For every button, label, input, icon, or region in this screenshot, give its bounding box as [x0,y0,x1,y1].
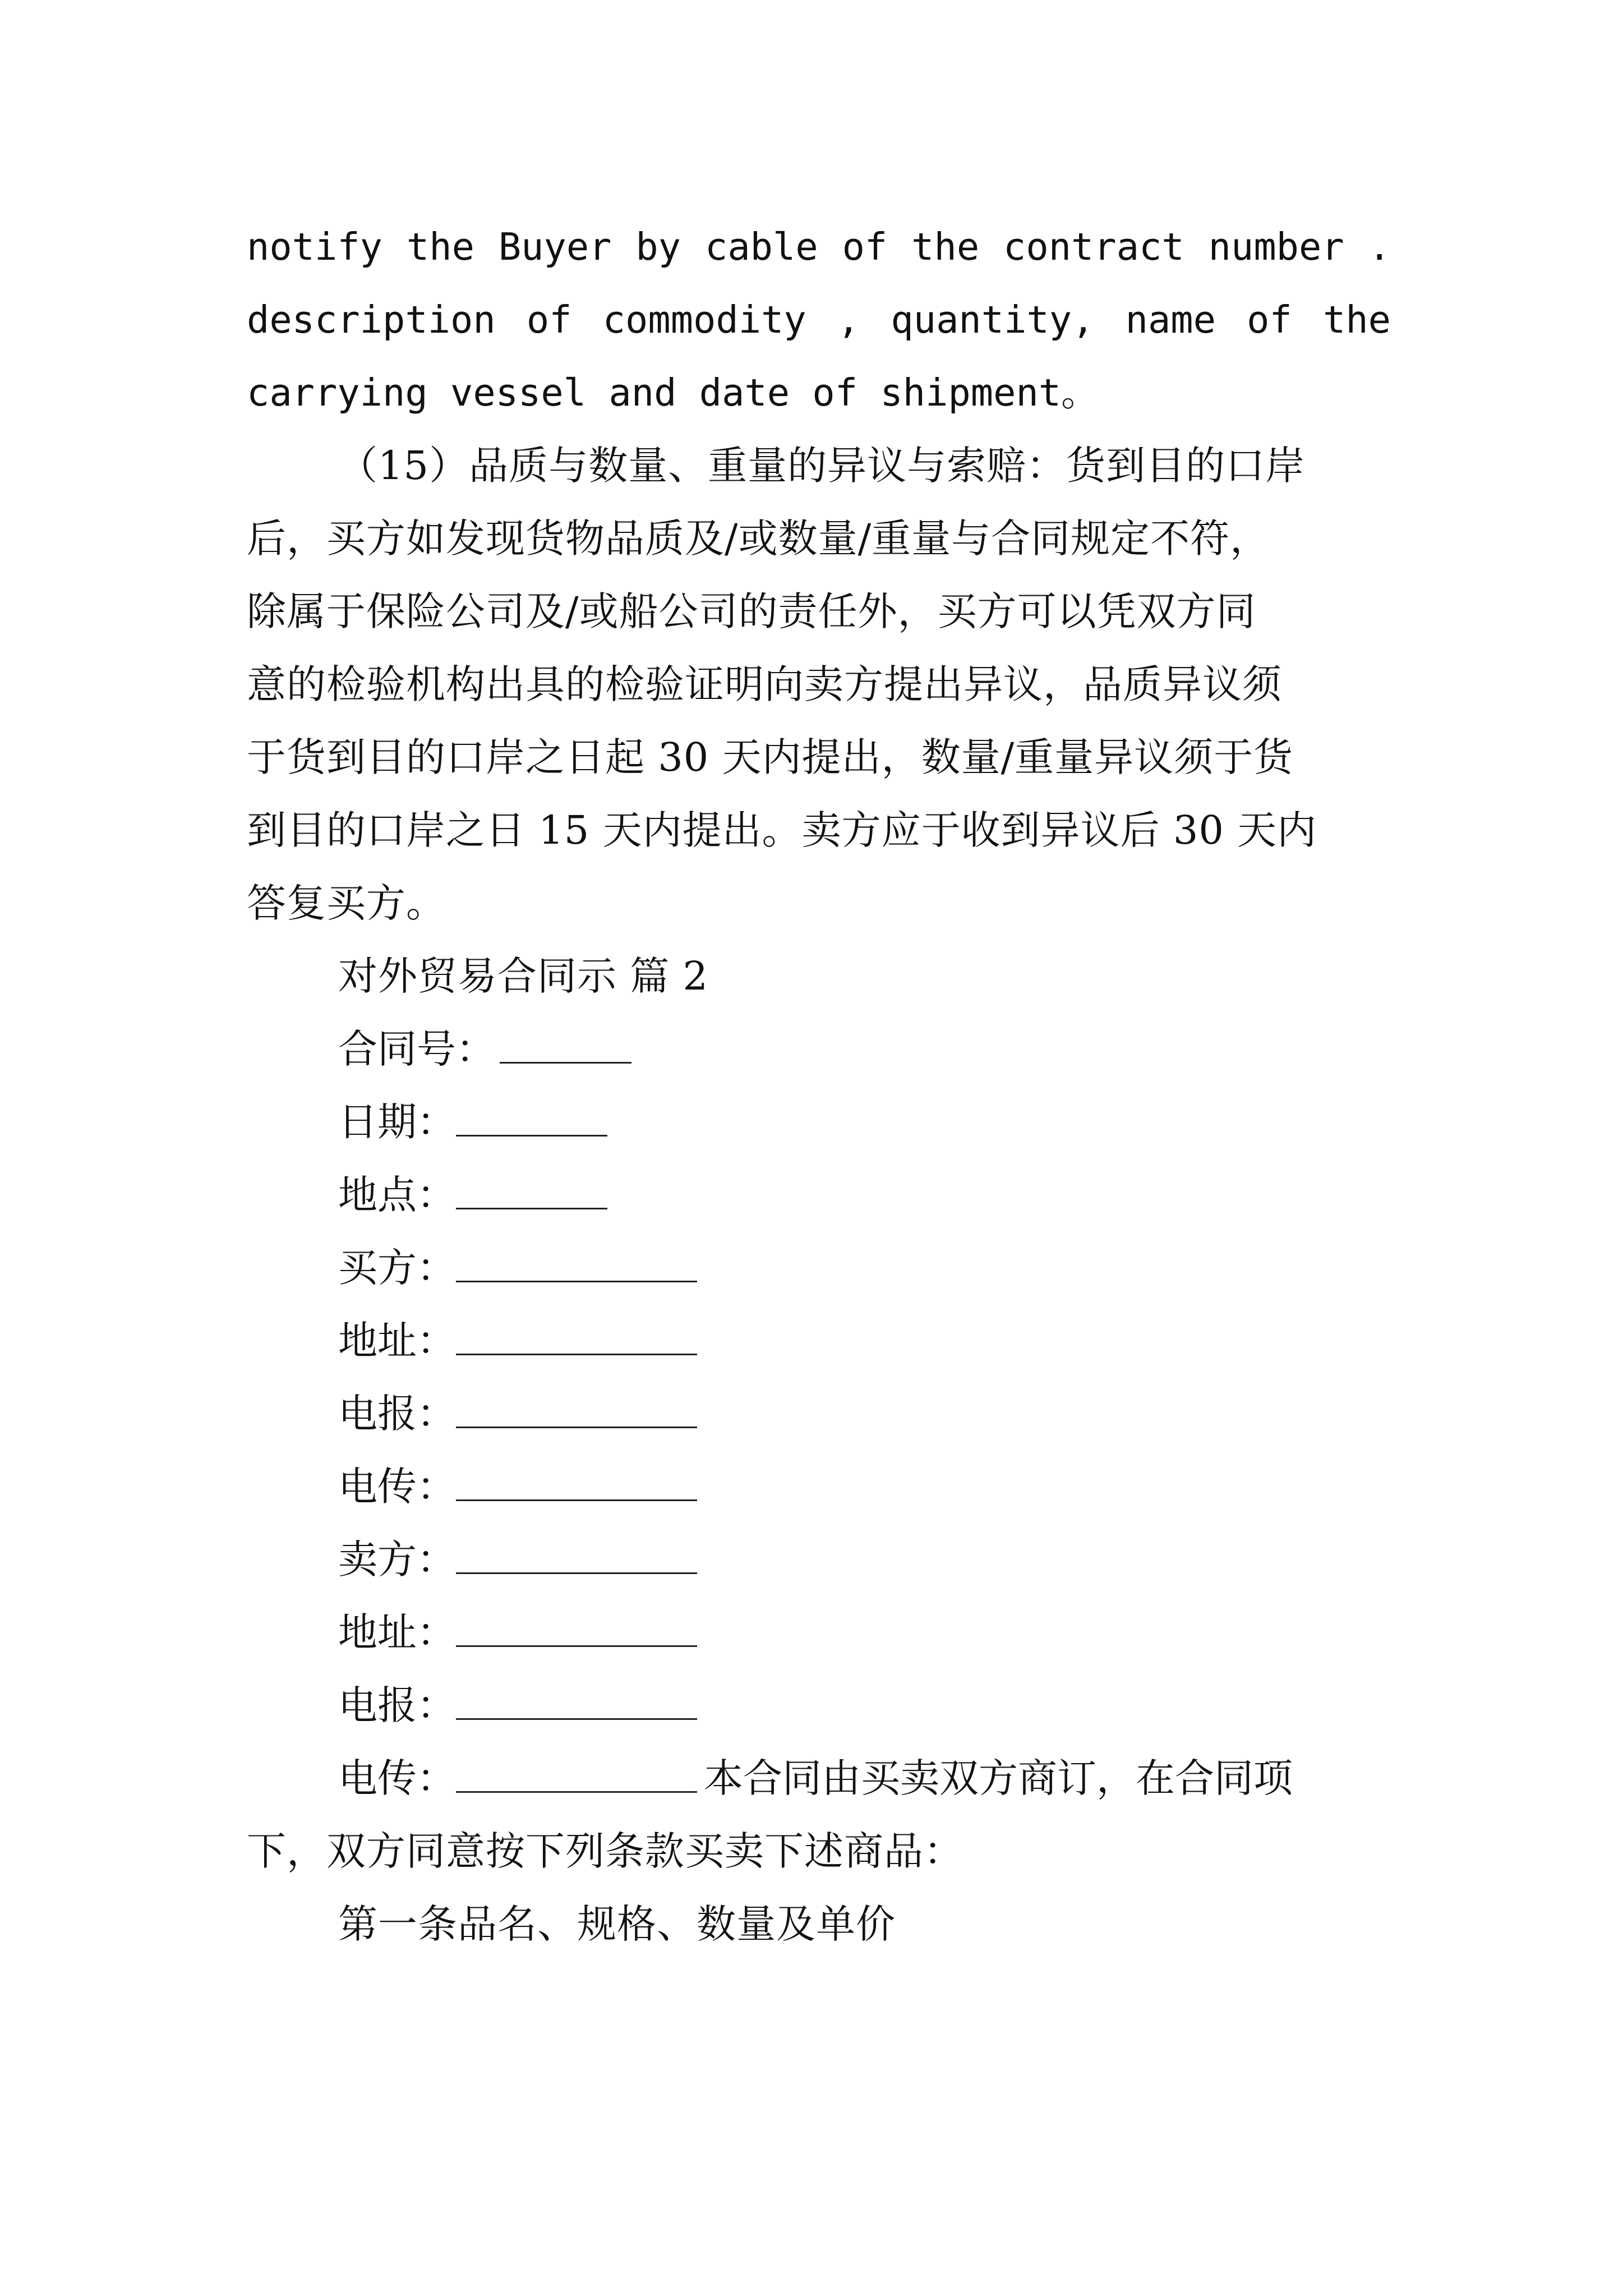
english-word: Buyer [498,225,612,269]
field-label: 合同号： [338,1026,495,1072]
blank-line [456,1354,697,1355]
english-word: cable [704,225,818,269]
english-word: contract [1003,225,1184,269]
field-buyer-cable [338,1386,697,1442]
blank-line [456,1281,697,1282]
blank-line [456,1718,697,1720]
clause-15-line-6: 到目的口岸之日 15 天内提出。卖方应于收到异议后 30 天内 [247,807,1317,853]
field-label: 地址： [338,1609,456,1655]
clause-15-line-1: （15）品质与数量、重量的异议与索赔：货到目的口岸 [338,443,1306,489]
section-title: 对外贸易合同示 篇 2 [338,953,709,999]
english-line-2 [247,292,1391,348]
english-word: name [1125,298,1216,342]
english-line-1 [247,219,1391,275]
blank-line [456,1499,697,1501]
field-date [338,1094,607,1150]
field-label: 地址： [338,1318,456,1364]
english-word: , [837,298,860,342]
field-label: 卖方： [338,1536,456,1582]
field-label: 电传： [338,1755,456,1801]
blank-line [500,1062,631,1064]
agreement-line-1: 本合同由买卖双方商订，在合同项 [704,1755,1293,1801]
english-word: notify [247,225,383,269]
english-word: by [635,225,681,269]
field-buyer [338,1240,697,1296]
field-seller [338,1531,697,1588]
english-word: . [1368,225,1391,269]
english-word: quantity, [891,298,1095,342]
clause-15-line-2: 后，买方如发现货物品质及/或数量/重量与合同规定不符， [247,516,1270,562]
field-label: 地点： [338,1172,456,1218]
blank-line [456,1791,697,1793]
blank-line [456,1135,607,1137]
english-word: of [842,225,888,269]
english-word: the [1322,298,1391,342]
blank-line [456,1572,697,1574]
field-seller-telex [338,1750,1293,1806]
field-seller-cable [338,1677,697,1733]
agreement-line-2: 下，双方同意按下列条款买卖下述商品： [247,1828,963,1874]
article-1-heading: 第一条品名、规格、数量及单价 [338,1901,896,1947]
field-buyer-address [338,1313,697,1369]
english-line-3: carrying vessel and date of shipment。 [247,371,1099,415]
english-word: of [1247,298,1292,342]
clause-15-line-7: 答复买方。 [247,880,446,926]
field-contract-no [338,1021,631,1077]
english-word: of [526,298,572,342]
field-label: 日期： [338,1099,456,1145]
field-label: 买方： [338,1245,456,1291]
field-label: 电报： [338,1391,456,1437]
clause-15-line-5: 于货到目的口岸之日起 30 天内提出，数量/重量异议须于货 [247,734,1294,780]
blank-line [456,1427,697,1428]
field-place [338,1167,607,1223]
blank-line [456,1208,607,1209]
clause-15-line-3: 除属于保险公司及/或船公司的责任外，买方可以凭双方同 [247,588,1256,634]
field-seller-address [338,1604,697,1660]
field-label: 电传： [338,1464,456,1510]
english-word: commodity [602,298,806,342]
english-word: number [1208,225,1344,269]
english-word: the [406,225,474,269]
clause-15-line-4: 意的检验机构出具的检验证明向卖方提出异议，品质异议须 [247,661,1282,707]
english-word: description [247,298,496,342]
english-word: the [911,225,980,269]
field-buyer-telex [338,1458,697,1515]
field-label: 电报： [338,1682,456,1728]
blank-line [456,1645,697,1647]
